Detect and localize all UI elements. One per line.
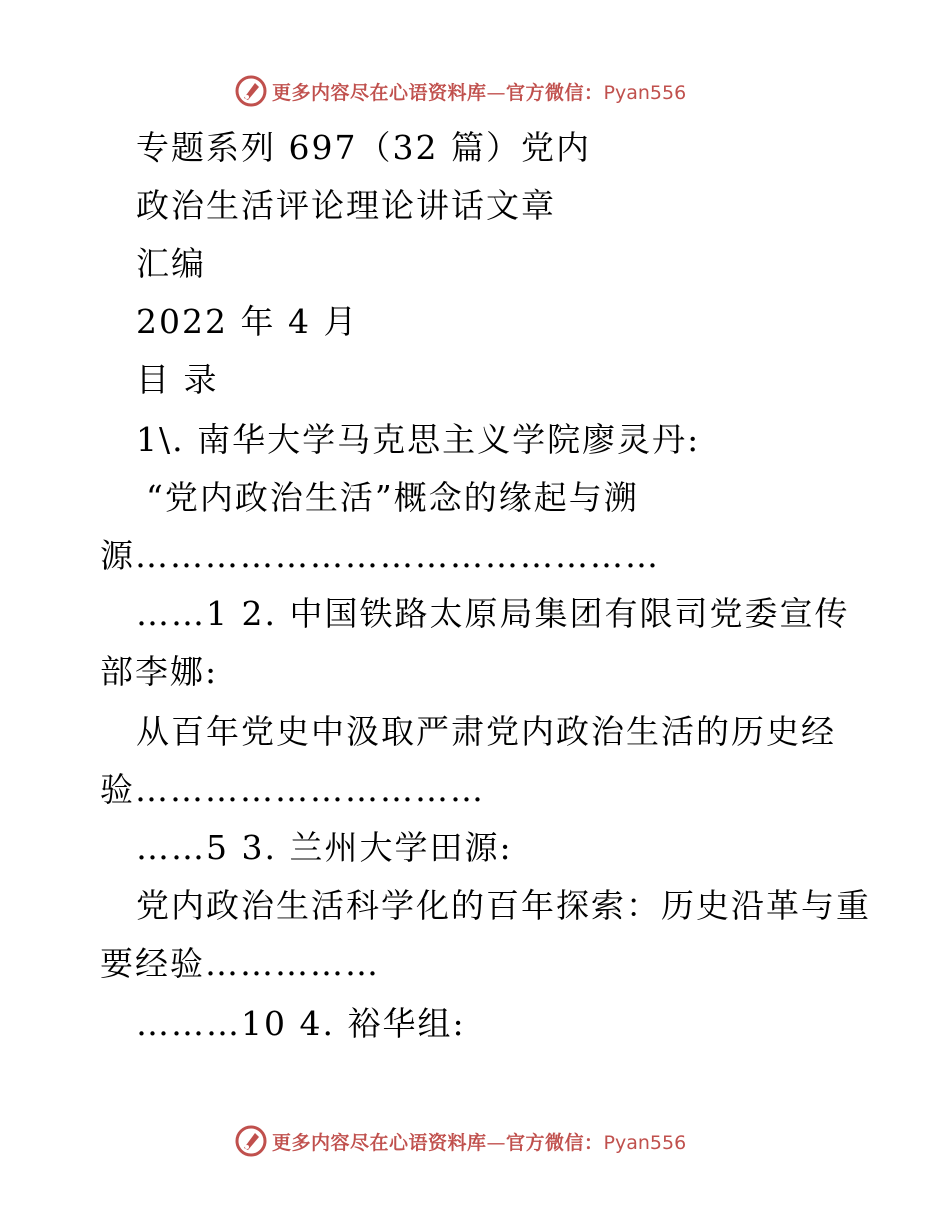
toc-entry-3-leader: 要经验…………… — [100, 944, 380, 983]
toc-entry-3-author: ……5 3. 兰州大学田源: — [136, 828, 513, 867]
doc-title-line-1: 专题系列 697（32 篇）党内 — [136, 128, 591, 167]
toc-entry-4-author: ………10 4. 裕华组: — [136, 1004, 466, 1043]
toc-heading: 目 录 — [136, 360, 219, 399]
doc-title-line-3: 汇编 — [136, 244, 206, 283]
toc-entry-3-title: 党内政治生活科学化的百年探索：历史沿革与重 — [136, 886, 871, 925]
pen-nib-logo-icon — [234, 1124, 268, 1158]
watermark-text: 更多内容尽在心语资料库—官方微信：Pyan556 — [272, 81, 687, 104]
toc-entry-1-title: “党内政治生活”概念的缘起与溯 — [146, 478, 639, 517]
toc-entry-1-author: 1\. 南华大学马克思主义学院廖灵丹: — [136, 420, 701, 459]
toc-entry-2-author-cont: 部李娜: — [100, 652, 219, 691]
watermark-text: 更多内容尽在心语资料库—官方微信：Pyan556 — [272, 1131, 687, 1154]
toc-entry-2-author: ……1 2. 中国铁路太原局集团有限司党委宣传 — [136, 594, 850, 633]
toc-entry-2-leader: 验………………………… — [100, 770, 485, 809]
doc-title-line-2: 政治生活评论理论讲话文章 — [136, 186, 556, 225]
footer-watermark — [234, 1124, 686, 1158]
toc-entry-1-leader: 源……………………………………… — [100, 536, 660, 575]
toc-entry-2-title: 从百年党史中汲取严肃党内政治生活的历史经 — [136, 712, 836, 751]
doc-date: 2022 年 4 月 — [136, 302, 359, 341]
